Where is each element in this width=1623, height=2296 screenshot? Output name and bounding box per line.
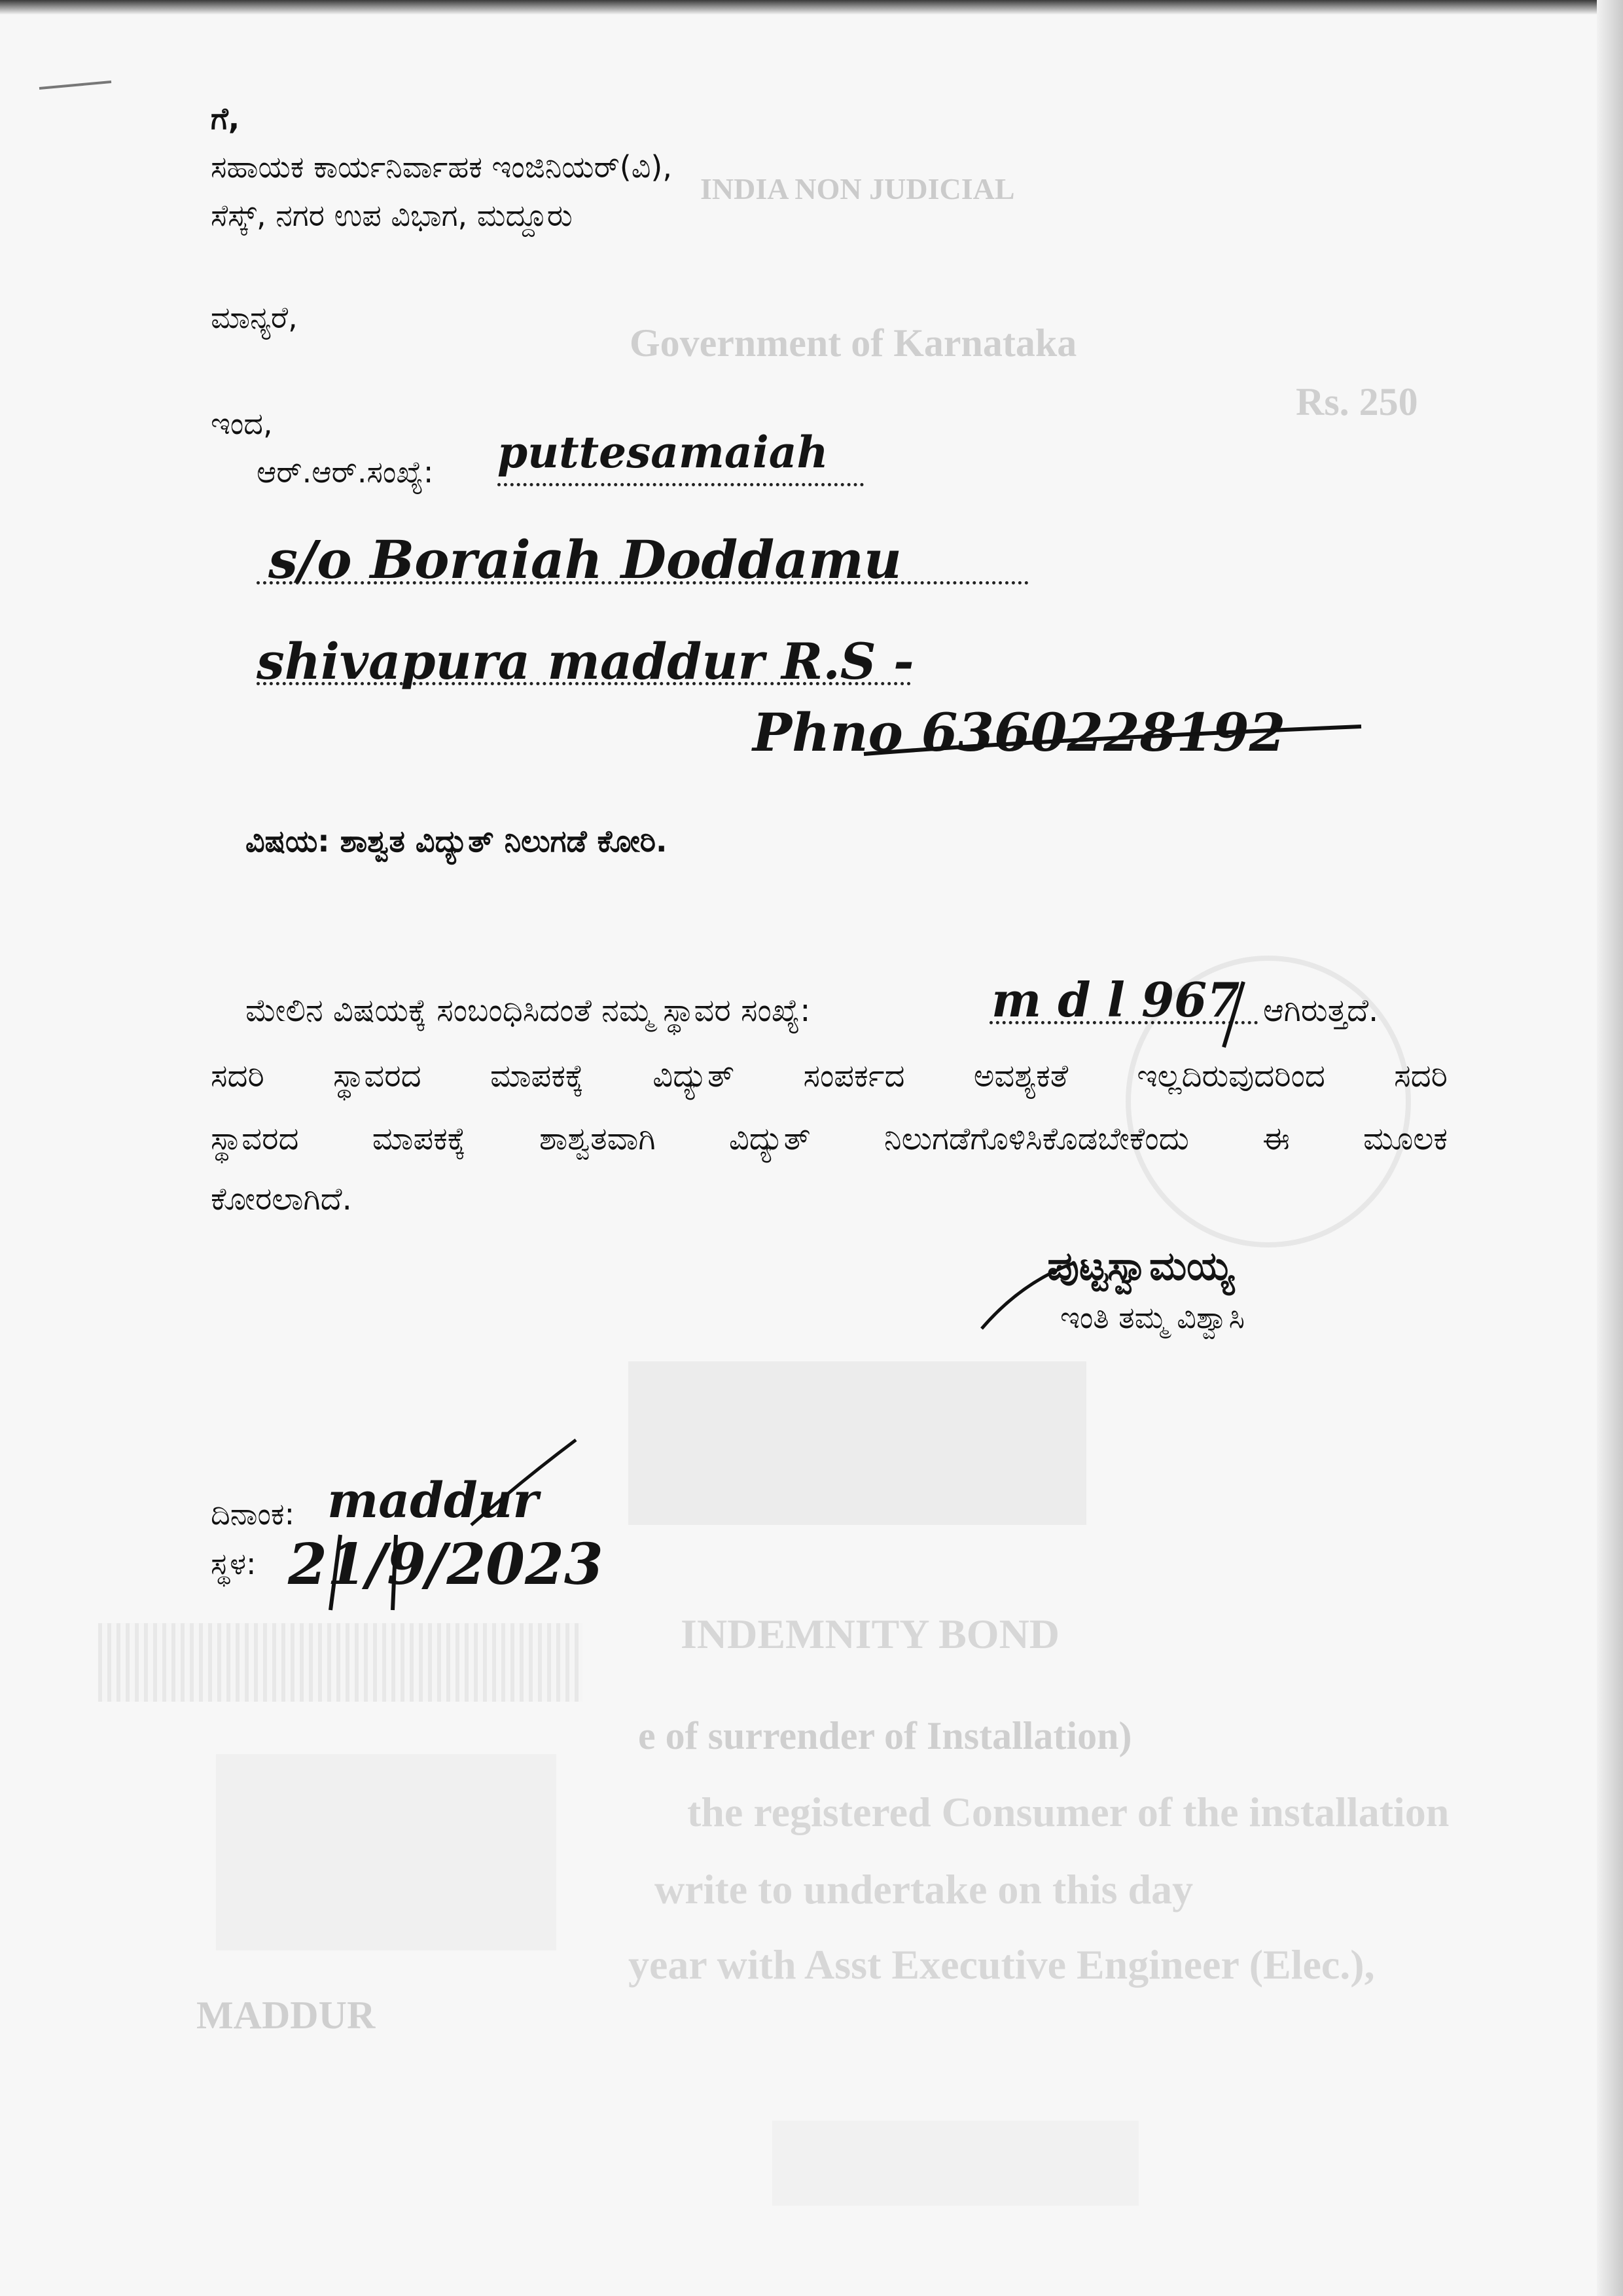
bleed-bond-subtitle: e of surrender of Installation) (638, 1714, 1132, 1757)
bleed-bond-line1: the registered Consumer of the installation (687, 1789, 1450, 1835)
corner-mark-stroke (39, 82, 111, 88)
rr-number-label: ಆರ್.ಆರ್.ಸಂಖ್ಯೆ: (257, 454, 434, 490)
place-handwritten: maddur (327, 1473, 539, 1529)
body-line-1-start: ಮೇಲಿನ ವಿಷಯಕ್ಕೆ ಸಂಬಂಧಿಸಿದಂತೆ ನಮ್ಮ ಸ್ಥಾವರ ಸಂಖ್ಯೆ: (245, 992, 811, 1029)
date-slash-2-stroke (393, 1535, 396, 1610)
date-slash-1-stroke (330, 1535, 340, 1610)
body-line-3: ಸ್ಥಾವರದ ಮಾಪಕಕ್ಕೆ ಶಾಶ್ವತವಾಗಿ ವಿದ್ಯುತ್ ನಿಲುಗಡೆಗೊಳಿಸಿಕೊಡಬೇಕೆಂದು ಈ ಮೂಲಕ (211, 1121, 1448, 1157)
bleed-header: INDIA NON JUDICIAL (700, 172, 1015, 206)
closing: ಇಂತಿ ತಮ್ಮ ವಿಶ್ವಾಸಿ (1060, 1300, 1245, 1335)
salutation: ಮಾನ್ಯರೆ, (211, 300, 298, 335)
date-handwritten: 21/9/2023 (288, 1532, 603, 1598)
body-line-1-end: ಆಗಿರುತ್ತದೆ. (1263, 992, 1379, 1029)
relation-handwritten: s/o Boraiah Doddamu (268, 529, 902, 590)
from-label: ಇಂದ, (211, 406, 273, 441)
place-tail-stroke (471, 1440, 576, 1525)
rr-number-handwritten: puttesamaiah (497, 427, 829, 478)
recipient-line-1: ಸಹಾಯಕ ಕಾರ್ಯನಿರ್ವಾಹಕ ಇಂಜಿನಿಯರ್(ವಿ), (211, 149, 672, 185)
phone-underline-stroke (864, 726, 1361, 754)
bleed-stamp-footer: MADDUR (196, 1994, 376, 2037)
address-handwritten: shivapura maddur R.S - (257, 632, 914, 691)
signature-handwritten: ಪುಟ್ಟಸ್ವಾಮಯ್ಯ (1047, 1244, 1234, 1289)
signature-tail-stroke (982, 1263, 1073, 1329)
subject: ವಿಷಯ: ಶಾಶ್ವತ ವಿದ್ಯುತ್ ನಿಲುಗಡೆ ಕೋರಿ. (245, 823, 668, 859)
phone-handwritten: Phno 6360228192 (753, 702, 1286, 763)
body-line-2: ಸದರಿ ಸ್ಥಾವರದ ಮಾಪಕಕ್ಕೆ ವಿದ್ಯುತ್ ಸಂಪರ್ಕದ ಅವಶ್ಯಕತೆ ಇಲ್ಲದಿರುವುದರಿಂದ ಸದರಿ (211, 1058, 1448, 1094)
date-label: ದಿನಾಂಕ: (211, 1496, 295, 1532)
bleed-bond-title: INDEMNITY BOND (681, 1611, 1060, 1657)
bleed-government: Government of Karnataka (630, 321, 1077, 365)
place-label: ಸ್ಥಳ: (211, 1546, 257, 1581)
to-label: ಗೆ, (211, 101, 240, 136)
bleed-bond-line2: write to undertake on this day (654, 1866, 1194, 1912)
recipient-line-2: ಸೆಸ್ಕ್, ನಗರ ಉಪ ವಿಭಾಗ, ಮದ್ದೂರು (211, 198, 573, 233)
bleed-amount: Rs. 250 (1296, 380, 1418, 423)
installation-number-handwritten: m d l 967 (991, 972, 1240, 1028)
installation-slash-stroke (1224, 982, 1243, 1047)
body-line-4: ಕೋರಲಾಗಿದೆ. (211, 1181, 352, 1217)
bleed-bond-line3: year with Asst Executive Engineer (Elec.), (628, 1941, 1375, 1988)
